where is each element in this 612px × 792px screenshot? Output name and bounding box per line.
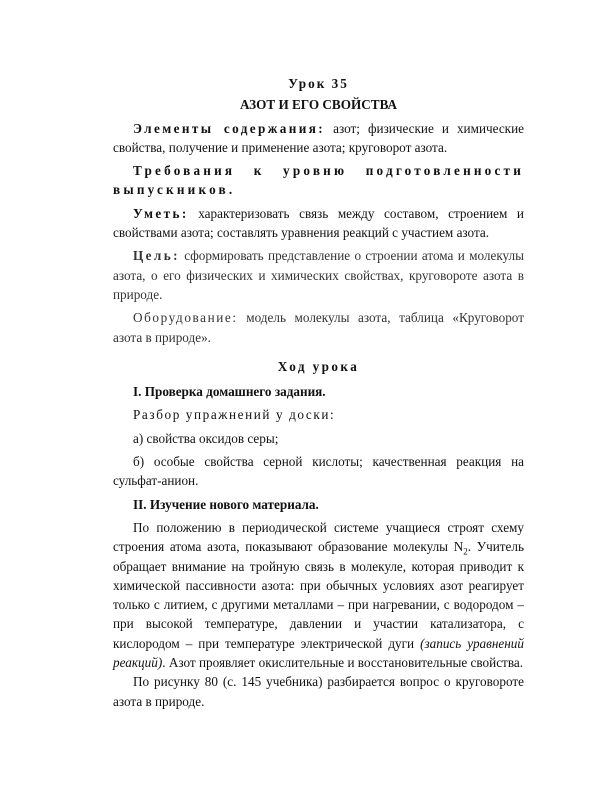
requirements-heading: Требования к уровню подготовленности выпускников. <box>113 163 524 198</box>
content-elements-label: Элементы содержания: <box>133 120 326 136</box>
goal-label: Цель: <box>133 248 180 264</box>
list-item-a: а) свойства оксидов серы; <box>133 430 279 446</box>
subscript-2: 2 <box>463 546 468 557</box>
section-homework-check: I. Проверка домашнего задания. <box>133 384 326 400</box>
goal-paragraph <box>113 246 524 304</box>
exercise-label: Разбор упражнений у доски: <box>133 407 336 423</box>
lesson-flow-title: Ход урока <box>277 358 360 374</box>
lesson-title: АЗОТ И ЕГО СВОЙСТВА <box>239 97 398 113</box>
equipment-label: Оборудование: <box>133 310 238 326</box>
equipment-text: модель молекулы азота, таблица «Круговорот азота в природе». <box>113 310 524 345</box>
skills-text: характеризовать связь между составом, строением и свойствами азота; составлять уравнения реакций с участием азота. <box>113 205 524 241</box>
paragraph-text-start: По положению в периодической системе учащиеся строят схему строения атома азота, показывают образование молекулы N <box>113 519 524 555</box>
body-paragraph-nitrogen <box>113 518 524 672</box>
paragraph-italic-note: (запись уравнений реакций) <box>113 635 524 671</box>
skills-paragraph <box>113 204 524 243</box>
paragraph-text-end: . Азот проявляет окислительные и восстановительные свойства. <box>162 655 524 671</box>
content-elements-text: азот; физические и химические свойства, получение и применение азота; круговорот азота. <box>113 120 524 155</box>
section-new-material: II. Изучение нового материала. <box>133 496 319 512</box>
paragraph-text-middle: . Учитель обращает внимание на тройную связь в молекуле, которая приводит к химической пассивности азота: при обычных условиях азот реагирует только с литием, с другими металлами – при нагревании, с водородом – при высокой температуре, давлении и участии катализатора, с кислородом – при температуре электрической дуги <box>113 539 524 651</box>
content-elements-paragraph <box>113 119 524 158</box>
equipment-paragraph <box>113 308 524 347</box>
document-page <box>113 74 524 711</box>
skills-label: Уметь: <box>133 205 189 221</box>
lesson-number: Урок 35 <box>288 76 349 91</box>
list-item-b: б) особые свойства серной кислоты; качественная реакция на сульфат-анион. <box>113 454 524 489</box>
goal-text: сформировать представление о строении атома и молекулы азота, о его физических и химических свойствах, круговороте азота в природе. <box>113 248 524 302</box>
body-paragraph-cycle: По рисунку 80 (с. 145 учебника) разбирается вопрос о круговороте азота в природе. <box>113 674 524 709</box>
